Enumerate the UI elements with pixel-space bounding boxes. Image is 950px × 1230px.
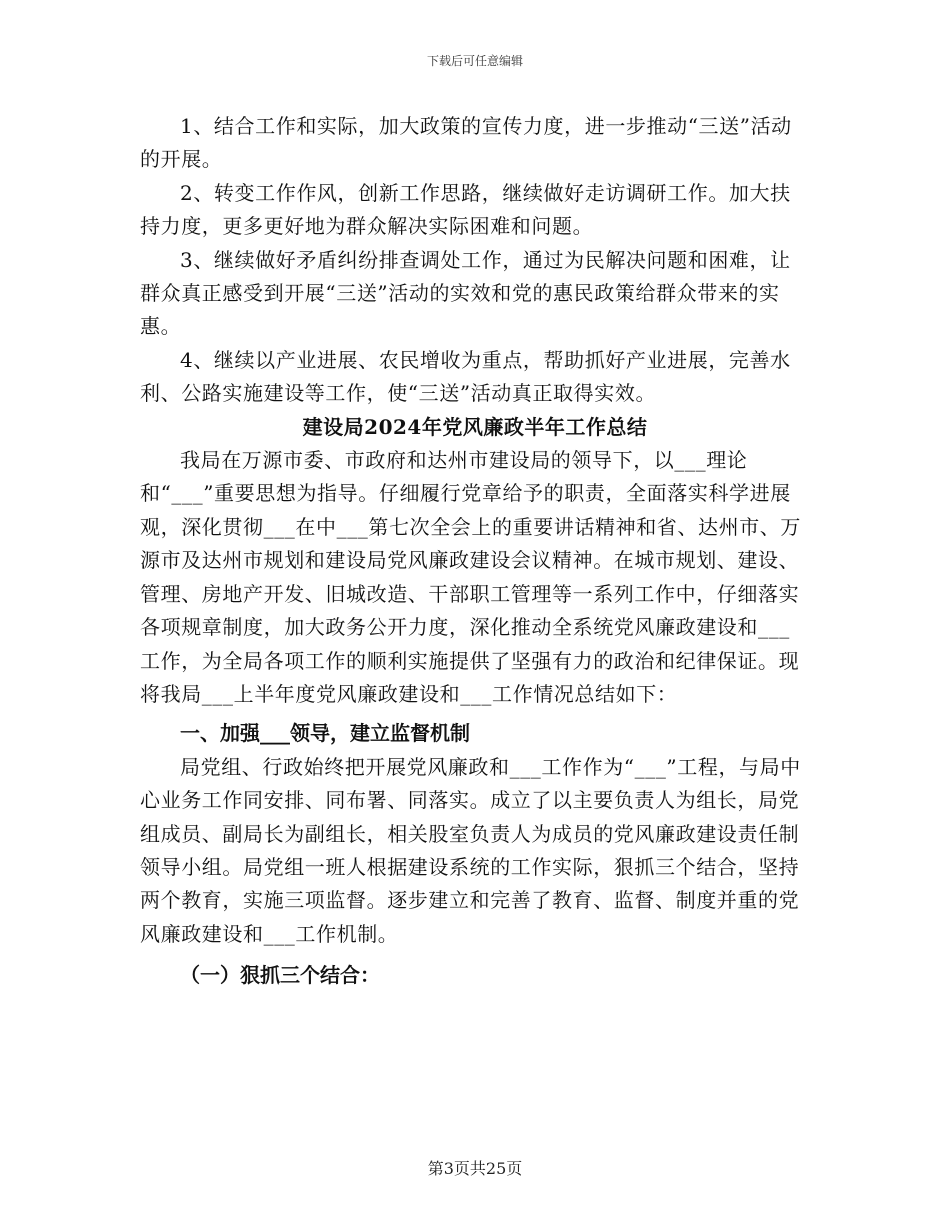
document-body [140, 110, 810, 993]
list-item-1: 1、结合工作和实际，加大政策的宣传力度，进一步推动“三送”活动的开展。 [140, 114, 792, 172]
list-item-3: 3、继续做好矛盾纠纷排查调处工作，通过为民解决问题和困难，让群众真正感受到开展“三送”活动的实效和党的惠民政策给群众带来的实惠。 [140, 247, 791, 339]
document-title: 建设局2024年党风廉政半年工作总结 [302, 414, 648, 439]
list-item-4: 4、继续以产业进展、农民增收为重点，帮助抓好产业进展，完善水利、公路实施建设等工作，使“三送”活动真正取得实效。 [140, 347, 791, 406]
subsection-heading: （一）狠抓三个结合： [180, 963, 380, 988]
intro-paragraph: 我局在万源市委、市政府和达州市建设局的领导下，以___理论和“___”重要思想为指导。仔细履行党章给予的职责，全面落实科学进展观，深化贯彻___在中___第七次全会上的重要讲话精神和省、达州市、万源市及达州市规划和建设局党风廉政建设会议精神。在城市规划、建设、管理、房地产开发、旧城改造、干部职工管理等一系列工作中，仔细落实各项规章制度，加大政务公开力度，深化推动全系统党风廉政建设和___工作，为全局各项工作的顺利实施提供了坚强有力的政治和纪律保证。现将我局___上半年度党风廉政建设和___工作情况总结如下： [140, 448, 801, 706]
page-header-note: 下载后可任意编辑 [426, 54, 523, 68]
section-heading: 一、加强___领导，建立监督机制 [180, 721, 470, 746]
page-number: 第3页共25页 [427, 1159, 523, 1178]
section-paragraph: 局党组、行政始终把开展党风廉政和___工作作为“___”工程，与局中心业务工作同安排、同布署、同落实。成立了以主要负责人为组长，局党组成员、副局长为副组长，相关股室负责人为成员的党风廉政建设责任制领导小组。局党组一班人根据建设系统的工作实际，狠抓三个结合，坚持两个教育，实施三项监督。逐步建立和完善了教育、监督、制度并重的党风廉政建设和___工作机制。 [140, 754, 801, 946]
list-item-2: 2、转变工作作风，创新工作思路，继续做好走访调研工作。加大扶持力度，更多更好地为群众解决实际困难和问题。 [140, 180, 791, 239]
